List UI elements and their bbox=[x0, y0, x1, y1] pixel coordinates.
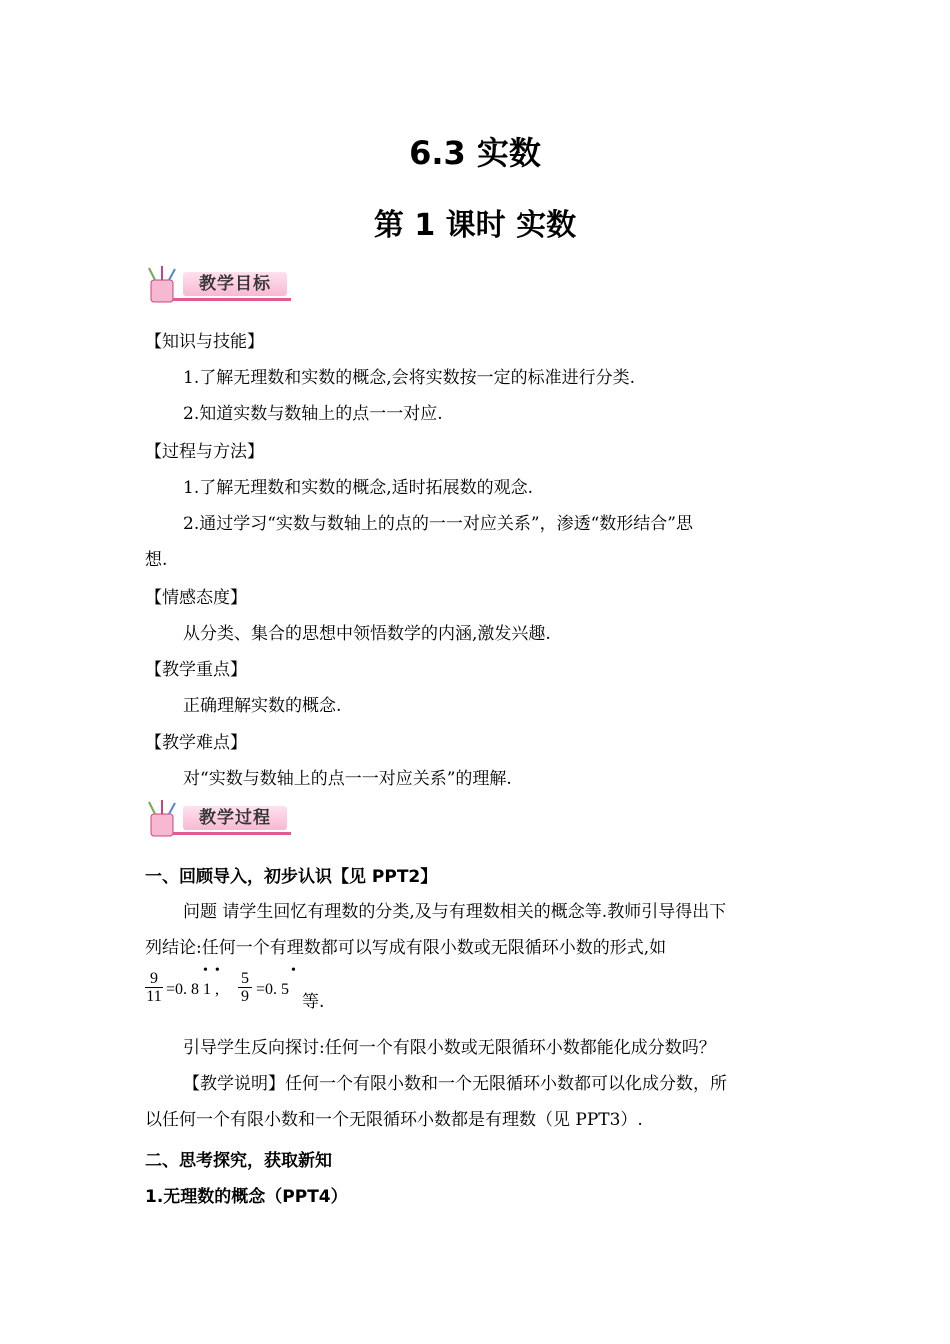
lesson-subtitle: 第 1 课时 实数 bbox=[373, 208, 577, 243]
paragraph: 列结论:任何一个有理数都可以写成有限小数或无限循环小数的形式,如 bbox=[145, 938, 667, 958]
section-heading: 【过程与方法】 bbox=[145, 442, 264, 462]
decimal: =0. 8 1 , bbox=[166, 981, 220, 998]
paragraph: 2.通过学习“实数与数轴上的点的一一对应关系”，渗透“数形结合”思 bbox=[183, 514, 693, 534]
decimal: =0. 5 bbox=[256, 981, 290, 998]
paragraph: 对“实数与数轴上的点一一对应关系”的理解. bbox=[183, 769, 512, 789]
section-heading: 一、回顾导入，初步认识【见 PPT2】 bbox=[145, 867, 438, 887]
text: 等. bbox=[302, 992, 325, 1012]
paragraph: 【教学说明】任何一个有限小数和一个无限循环小数都可以化成分数，所 bbox=[183, 1074, 727, 1094]
paragraph: 从分类、集合的思想中领悟数学的内涵,激发兴趣. bbox=[183, 624, 551, 644]
badge-label: 教学目标 bbox=[183, 272, 287, 296]
paragraph: 1.了解无理数和实数的概念,会将实数按一定的标准进行分类. bbox=[183, 368, 636, 388]
paragraph: 2.知道实数与数轴上的点一一对应. bbox=[183, 404, 443, 424]
section-heading: 1.无理数的概念（PPT4） bbox=[145, 1187, 348, 1207]
badge-label: 教学过程 bbox=[183, 806, 287, 830]
objectives-badge bbox=[143, 266, 293, 306]
paragraph: 1.了解无理数和实数的概念,适时拓展数的观念. bbox=[183, 478, 534, 498]
paragraph: 问题 请学生回忆有理数的分类,及与有理数相关的概念等.教师引导得出下 bbox=[183, 902, 727, 922]
paragraph: 想. bbox=[145, 550, 168, 570]
paragraph: 引导学生反向探讨:任何一个有限小数或无限循环小数都能化成分数吗？ bbox=[183, 1038, 716, 1058]
section-heading: 【教学难点】 bbox=[145, 733, 247, 753]
repeat-dots: • bbox=[291, 963, 296, 978]
process-badge bbox=[143, 800, 293, 840]
paragraph: 正确理解实数的概念. bbox=[183, 696, 342, 716]
repeat-dots: • • bbox=[203, 963, 220, 978]
section-heading: 二、思考探究，获取新知 bbox=[145, 1151, 332, 1171]
fraction: $\frac{9}{11}$ bbox=[146, 970, 162, 1005]
section-heading: 【知识与技能】 bbox=[145, 332, 264, 352]
page-title: 6.3 实数 bbox=[409, 134, 541, 172]
paragraph: 以任何一个有限小数和一个无限循环小数都是有理数（见 PPT3）. bbox=[145, 1110, 643, 1130]
fraction: $\frac{5}{9}$ bbox=[238, 970, 252, 1005]
section-heading: 【情感态度】 bbox=[145, 588, 247, 608]
section-heading: 【教学重点】 bbox=[145, 660, 247, 680]
